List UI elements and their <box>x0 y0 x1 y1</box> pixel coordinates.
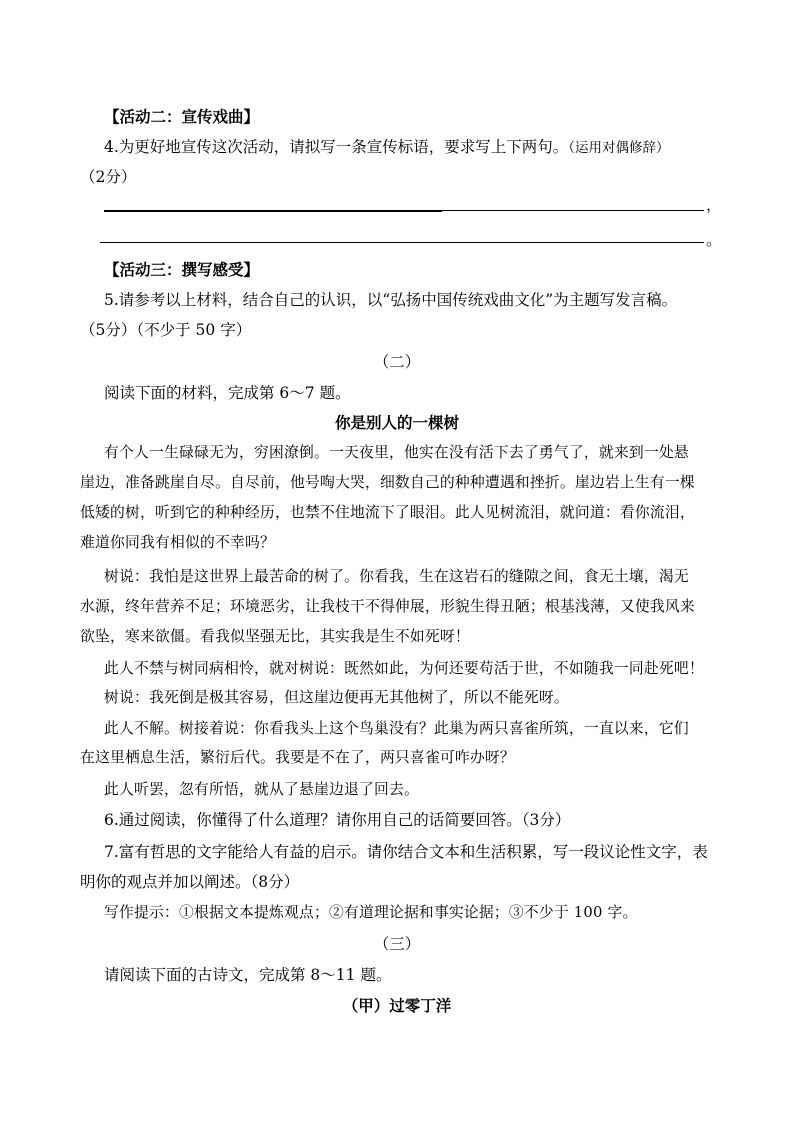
story-line: 欲坠，寒来欲僵。看我似坚强无比，其实我是生不如死呀！ <box>80 628 470 645</box>
section-3-intro: 请阅读下面的古诗文，完成第 8～11 题。 <box>104 966 392 984</box>
story-line: 在这里栖息生活，繁衍后代。我要是不在了，两只喜雀可咋办呀？ <box>80 749 515 766</box>
question-7: 7.富有哲思的文字能给人有益的启示。请你结合文本和生活积累，写一段议论性文字，表 <box>104 843 708 861</box>
blank-period: 。 <box>706 231 722 249</box>
writing-tips: 写作提示：①根据文本提炼观点；②有道理论据和事实论据；③不少于 100 字。 <box>104 904 638 921</box>
question-4-score: （2分） <box>80 168 137 186</box>
section-3-number: （三） <box>373 935 421 953</box>
answer-blank-line-1a[interactable] <box>104 210 442 212</box>
section-2-intro: 阅读下面的材料，完成第 6～7 题。 <box>104 384 351 402</box>
story-line: 有个人一生碌碌无为，穷困潦倒。一天夜里，他实在没有活下去了勇气了，就来到一处悬 <box>104 444 689 461</box>
activity2-heading: 【活动二：宣传戏曲】 <box>104 108 260 126</box>
blank-comma: ， <box>706 196 722 214</box>
question-7-continued: 明你的观点并加以阐述。（8分） <box>80 873 300 891</box>
story-line: 树说：我怕是这世界上最苦命的树了。你看我，生在这岩石的缝隙之间，食无土壤，渴无 <box>104 568 689 585</box>
question-4 <box>104 135 670 157</box>
section-2-number: （二） <box>373 353 421 371</box>
story-line: 此人不解。树接着说：你看我头上这个鸟巢没有？此巢为两只喜雀所筑，一直以来，它们 <box>104 720 689 737</box>
question-6: 6.通过阅读，你懂得了什么道理？请你用自己的话简要回答。（3分） <box>104 811 571 829</box>
story-line: 此人听罢，忽有所悟，就从了悬崖边退了回去。 <box>104 781 419 798</box>
story-line: 低矮的树，听到它的种种经历，也禁不住地流下了眼泪。此人见树流泪，就问道：看你流泪， <box>80 504 695 521</box>
story-line: 崖边，准备跳崖自尽。自尽前，他号啕大哭，细数自己的种种遭遇和挫折。崖边岩上生有一棵 <box>80 474 695 491</box>
answer-blank-line-2[interactable] <box>100 242 704 243</box>
question-4-text: 4.为更好地宣传这次活动，请拟写一条宣传标语，要求写上下两句。 <box>104 138 569 156</box>
story-line: 水源，终年营养不足；环境恶劣，让我枝干不得伸展，形貌生得丑陋；根基浅薄，又使我风来 <box>80 598 695 615</box>
question-5-requirements: （5分）（不少于 50 字） <box>80 321 252 339</box>
activity3-heading: 【活动三：撰写感受】 <box>104 261 260 279</box>
poem-title: （甲）过零丁洋 <box>342 997 452 1015</box>
story-line: 此人不禁与树同病相怜，就对树说：既然如此，为何还要苟活于世，不如随我一同赴死吧！ <box>104 660 704 677</box>
question-5: 5.请参考以上材料，结合自己的认识，以“弘扬中国传统戏曲文化”为主题写发言稿。 <box>104 291 678 309</box>
story-line: 难道你同我有相似的不幸吗？ <box>80 534 275 551</box>
story-title: 你是别人的一棵树 <box>334 414 459 432</box>
question-4-note: （运用对偶修辞） <box>568 140 670 156</box>
story-line: 树说：我死倒是极其容易，但这崖边便再无其他树了，所以不能死呀。 <box>104 689 569 706</box>
answer-blank-line-1b[interactable] <box>442 210 704 211</box>
